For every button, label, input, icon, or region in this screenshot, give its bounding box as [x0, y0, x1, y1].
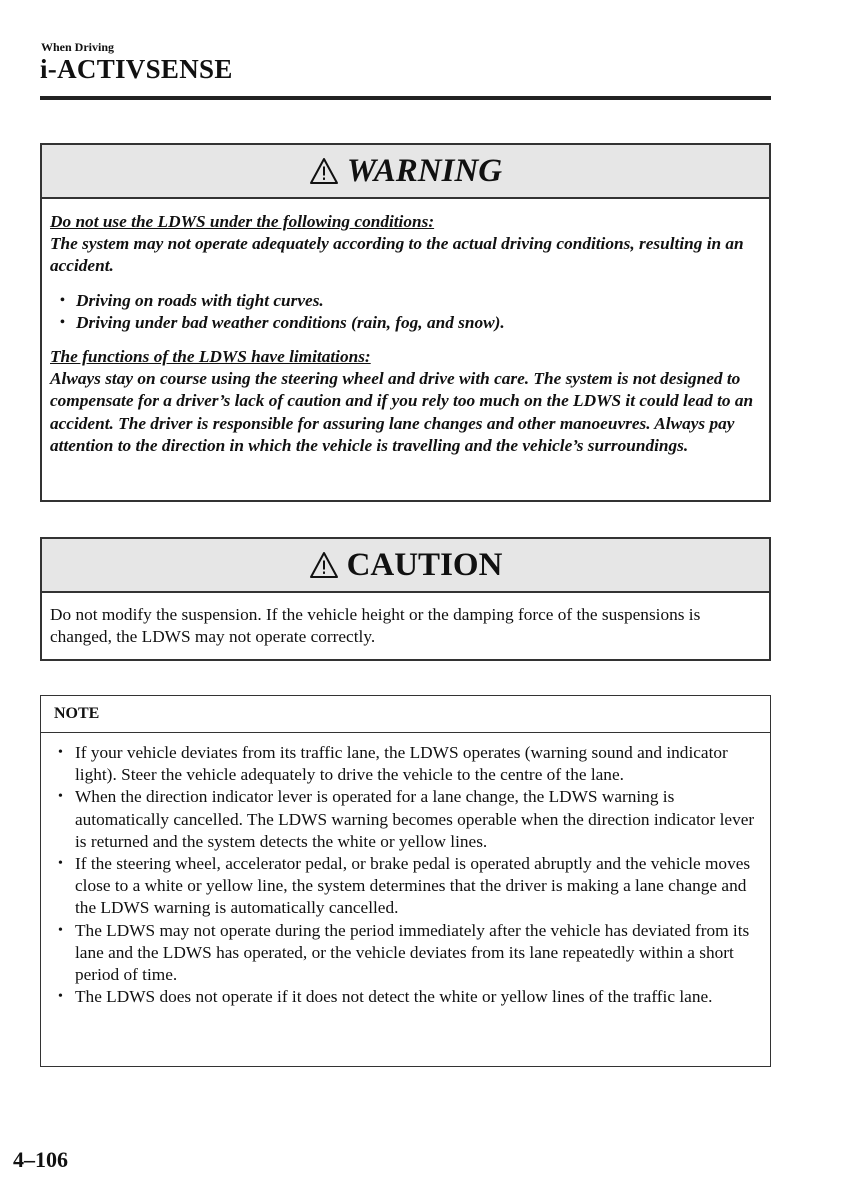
warning-paragraph-2: Always stay on course using the steering wheel and drive with care. The system is not designed to compensate for a driver’s lack of caution and if you rely too much on the LDWS it could lead to an accident. The driver is responsible for assuring lane changes and other manoeuvres. Always pay attention to the direction in which the vehicle is travelling and the vehicle’s surroundings.: [50, 369, 754, 455]
warning-triangle-icon: [309, 157, 339, 185]
warning-box: [40, 143, 771, 502]
note-list: [41, 733, 770, 1008]
caution-header: [42, 539, 769, 593]
list-item: • If your vehicle deviates from its traffic lane, the LDWS operates (warning sound and indicator light). Steer the vehicle adequately to drive the vehicle to the centre of the lane.: [57, 742, 758, 786]
page-number: 4–106: [13, 1147, 68, 1172]
page-title: i-ACTIVSENSE: [40, 54, 233, 84]
list-item: • Driving on roads with tight curves.: [58, 290, 761, 312]
list-item: • Driving under bad weather conditions (rain, fog, and snow).: [58, 312, 761, 334]
warning-subheading-2: The functions of the LDWS have limitations:: [50, 347, 371, 367]
section-label: When Driving: [41, 40, 115, 54]
title-rule: [40, 96, 771, 100]
list-item: • The LDWS may not operate during the period immediately after the vehicle has deviated from its lane and the LDWS has operated, or the vehicle deviates from its lane repeatedly within a short period of time.: [57, 920, 758, 987]
warning-body: [42, 199, 769, 469]
warning-heading: WARNING: [346, 152, 503, 189]
caution-box: [40, 537, 771, 661]
warning-header: [42, 145, 769, 199]
warning-condition-list: [50, 290, 761, 334]
list-item: • The LDWS does not operate if it does not detect the white or yellow lines of the traffic lane.: [57, 986, 758, 1008]
warning-subheading-1: Do not use the LDWS under the following conditions:: [50, 212, 435, 231]
note-heading: NOTE: [41, 696, 770, 733]
caution-text: Do not modify the suspension. If the vehicle height or the damping force of the suspensions is changed, the LDWS may not operate correctly.: [50, 605, 701, 647]
warning-paragraph-1: The system may not operate adequately according to the actual driving conditions, resulting in an accident.: [50, 234, 744, 276]
list-item: • If the steering wheel, accelerator pedal, or brake pedal is operated abruptly and the vehicle moves close to a white or yellow line, the system determines that the driver is making a lane change and the LDWS warning is automatically cancelled.: [57, 853, 758, 920]
warning-triangle-icon: [309, 551, 339, 579]
list-item: • When the direction indicator lever is operated for a lane change, the LDWS warning is automatically cancelled. The LDWS warning becomes operable when the direction indicator lever is returned and the system detects the white or yellow lines.: [57, 786, 758, 853]
note-box: [40, 695, 771, 1067]
caution-heading: CAUTION: [346, 546, 503, 583]
